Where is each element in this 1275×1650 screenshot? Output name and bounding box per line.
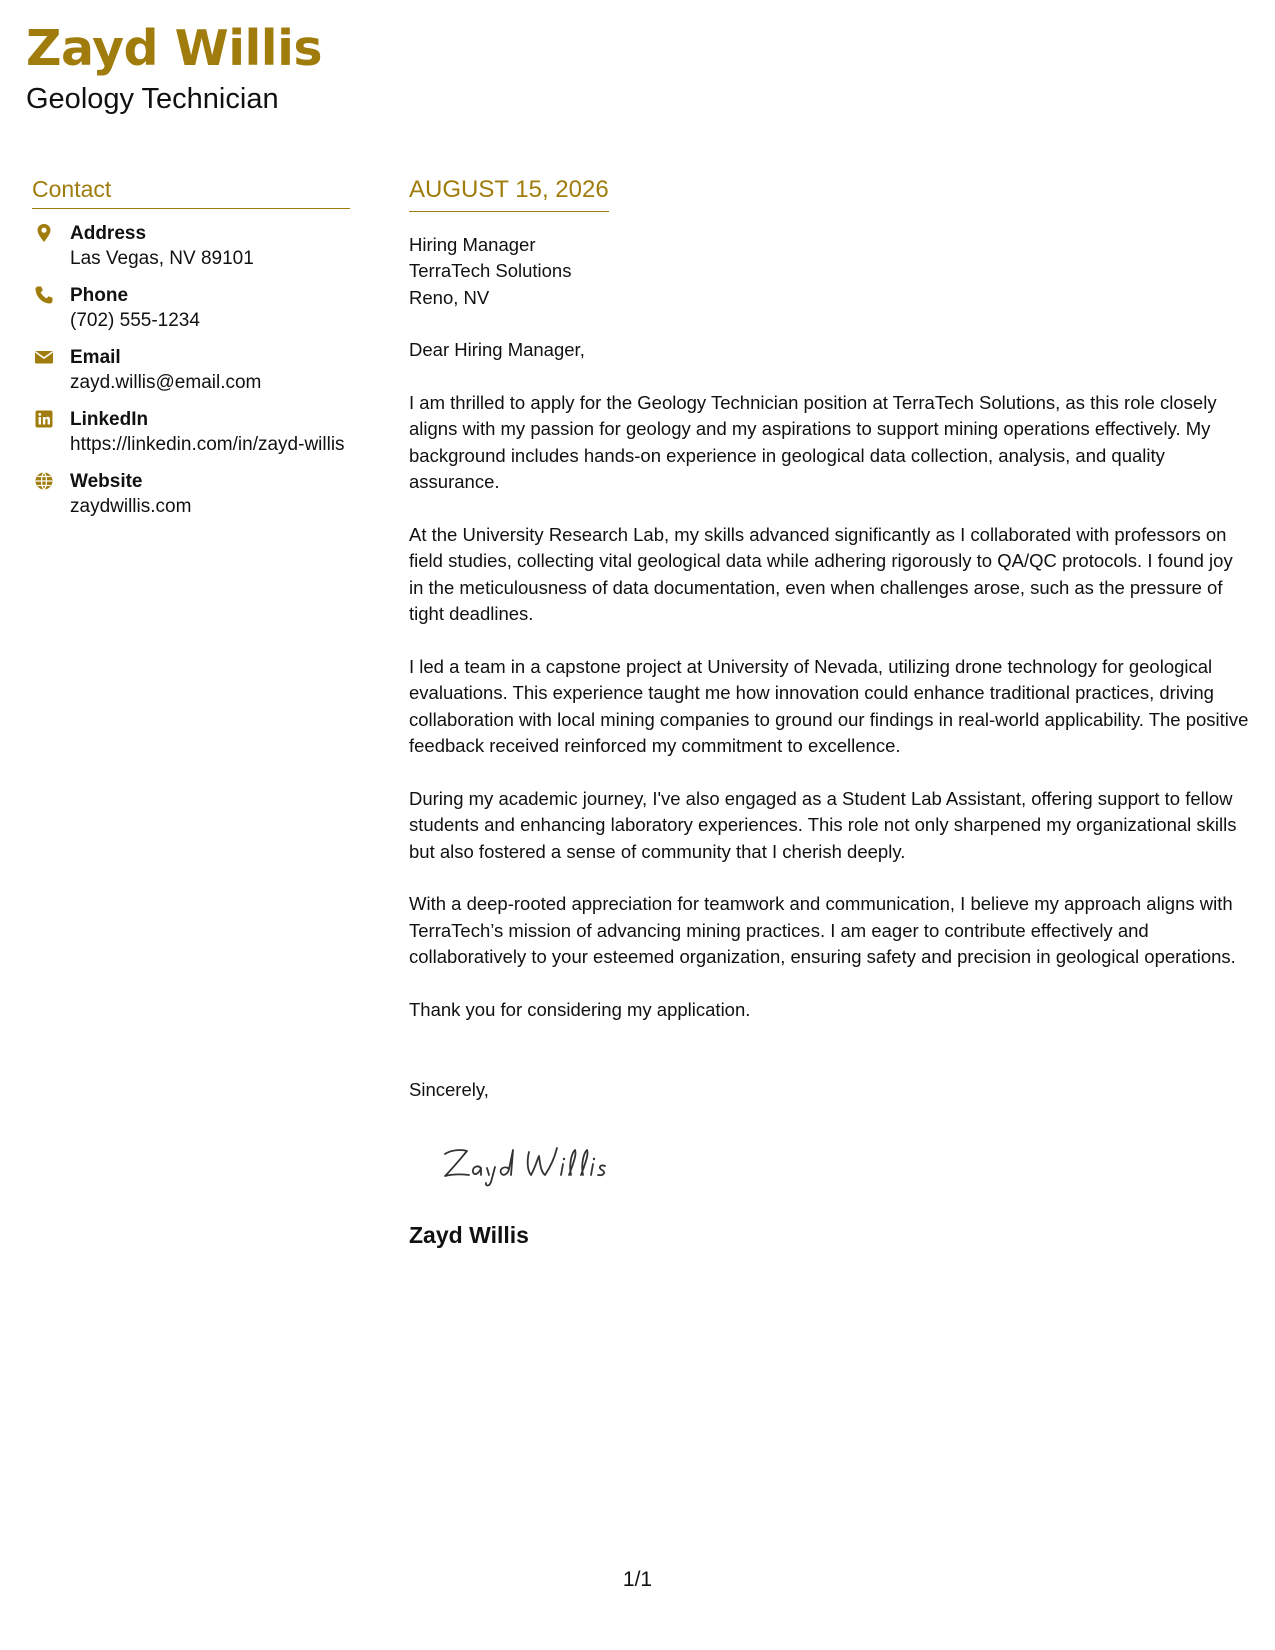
letter-date: AUGUST 15, 2026 [409, 176, 609, 212]
contact-label: Address [70, 222, 147, 244]
page-number: 1/1 [622, 1568, 653, 1591]
envelope-icon [34, 347, 54, 367]
letter-paragraph: With a deep-rooted appreciation for teamwork and communication, I believe my approach aligns with TerraTech’s mission of advancing mining practices. I am eager to contribute effectively and collaboratively to your esteemed organization, ensuring safety and precision in geological operations. [409, 893, 1236, 968]
contact-item-email [32, 345, 350, 395]
recipient-block [409, 232, 1249, 312]
closing: Sincerely, [409, 1079, 489, 1101]
letter-body [409, 176, 1249, 1248]
recipient-title: Hiring Manager [409, 233, 536, 255]
letter-paragraph: I led a team in a capstone project at University of Nevada, utilizing drone technology for geological evaluations. This experience taught me how innovation could enhance traditional practices, driving collaboration with local mining companies to ground our findings in real-world applicability. The positive feedback received reinforced my commitment to excellence. [409, 655, 1249, 757]
salutation: Dear Hiring Manager, [409, 339, 585, 361]
letter-paragraph: I am thrilled to apply for the Geology Technician position at TerraTech Solutions, as this role closely aligns with my passion for geology and my aspirations to support mining operations effectively. My background includes hands-on experience in geological data collection, analysis, and quality assurance. [409, 391, 1217, 493]
phone-icon [34, 285, 54, 305]
contact-label: Phone [70, 284, 129, 306]
linkedin-value[interactable]: https://linkedin.com/in/zayd-willis [70, 433, 345, 455]
contact-item-phone [32, 283, 350, 333]
applicant-name: Zayd Willis [26, 20, 323, 77]
signer-name: Zayd Willis [409, 1221, 529, 1248]
phone-value: (702) 555-1234 [70, 309, 200, 331]
contact-label: Website [70, 470, 143, 492]
linkedin-icon [34, 409, 54, 429]
email-value[interactable]: zayd.willis@email.com [70, 371, 262, 393]
contact-sidebar [32, 176, 350, 531]
letter-paragraph: During my academic journey, I've also engaged as a Student Lab Assistant, offering support to fellow students and enhancing laboratory experiences. This role not only sharpened my organizational skills but also fostered a sense of community that I cherish deeply. [409, 787, 1237, 862]
recipient-location: Reno, NV [409, 286, 490, 308]
contact-item-website [32, 469, 350, 519]
contact-heading: Contact [32, 176, 350, 209]
globe-icon [34, 471, 54, 491]
letter-paragraph: Thank you for considering my application. [409, 998, 751, 1020]
contact-item-address [32, 221, 350, 271]
letter-paragraph: At the University Research Lab, my skills advanced significantly as I collaborated with professors on field studies, collecting vital geological data while adhering rigorously to QA/QC protocols. I found joy in the meticulousness of data documentation, even when challenges arose, such as the pressure of tight deadlines. [409, 523, 1233, 625]
handwritten-signature [439, 1138, 1249, 1198]
contact-label: Email [70, 346, 121, 368]
contact-label: LinkedIn [70, 408, 149, 430]
address-value: Las Vegas, NV 89101 [70, 247, 254, 269]
map-pin-icon [34, 223, 54, 243]
recipient-company: TerraTech Solutions [409, 260, 572, 282]
job-title: Geology Technician [26, 83, 279, 115]
website-value[interactable]: zaydwillis.com [70, 495, 192, 517]
contact-item-linkedin [32, 407, 350, 457]
